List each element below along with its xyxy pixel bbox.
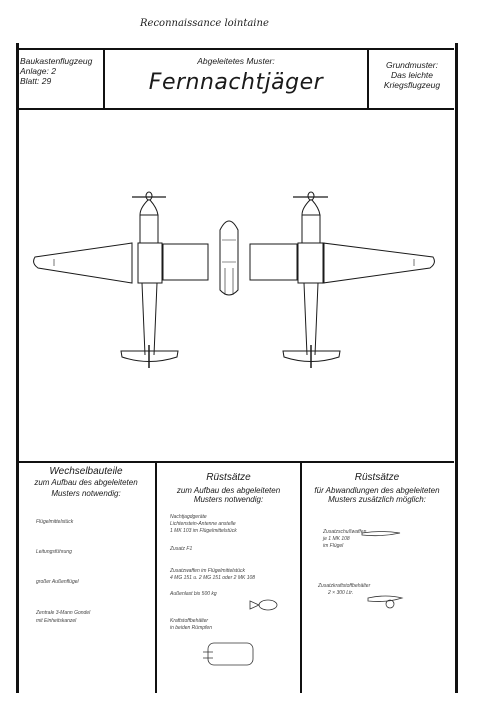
left-section-heading (16, 466, 156, 499)
middle-section-sub (157, 486, 300, 504)
middle-item-8: Kraftstoffbehälter (170, 618, 209, 624)
attachment-no: Anlage: 2 (20, 66, 56, 76)
left-heading-line1: Wechselbauteile (49, 466, 123, 477)
derived-pattern-label: Abgeleitetes Muster: (197, 56, 275, 66)
middle-item-3: 1 MK 103 im Flügelmittelstück (170, 528, 237, 534)
middle-items-block-2 (170, 568, 298, 582)
middle-section-heading: Rüstsätze (206, 472, 251, 483)
middle-item-4: Zusatz F1 (170, 546, 193, 552)
right-sub-line1: für Abwandlungen des abgeleiteten (314, 486, 440, 495)
base-pattern-line1: Das leichte (390, 70, 434, 80)
left-item-3: großer Außenflügel (36, 579, 79, 585)
left-item-1: Flügelmittelstück (36, 519, 74, 525)
page-title: Fernnachtjäger (148, 70, 324, 95)
right-items-block (323, 529, 383, 550)
right-sub-line2: Musters zusätzlich möglich: (328, 495, 426, 504)
middle-item-9: in beiden Rümpfen (170, 625, 212, 631)
middle-item-6: 4 MG 151 u. 2 MG 151 oder 2 MK 108 (170, 575, 256, 581)
right-item-3: im Flügel (323, 543, 344, 549)
left-item-5: mit Einheitskanzel (36, 618, 77, 624)
middle-sub-line2: Musters notwendig: (193, 495, 264, 504)
left-item-2: Leitungsführung (36, 549, 72, 555)
model-series: Baukastenflugzeug (20, 56, 93, 66)
base-pattern-line2: Kriegsflugzeug (383, 80, 441, 90)
right-item-1: Zusatzschußwaffen (323, 529, 367, 535)
left-item-4: Zentrale 3-Mann Gondel (36, 610, 91, 616)
middle-item-2: Lichtenstein-Antenne anstelle (170, 521, 236, 527)
right-section-sub (302, 486, 452, 504)
middle-items-block (170, 514, 298, 535)
handwritten-annotation: Reconnaissance lointaine (140, 18, 269, 29)
middle-item-5: Zusatzwaffen im Flügelmittelstück (170, 568, 246, 574)
sheet-no: Blatt: 29 (20, 76, 52, 86)
right-item-5: 2 × 300 Ltr. (328, 590, 354, 596)
right-item-4: Zusatzkraftstoffbehälter (318, 583, 371, 589)
left-heading-line3: Musters notwendig: (51, 489, 121, 498)
middle-item-1: Nachtjagdgeräte (170, 514, 207, 520)
middle-sub-line1: zum Aufbau des abgeleiteten (176, 486, 281, 495)
right-section-heading: Rüstsätze (354, 472, 400, 483)
middle-item-7: Außenlast bis 500 kg (170, 591, 217, 597)
left-heading-line2: zum Aufbau des abgeleiteten (34, 478, 138, 487)
middle-items-block-3 (170, 618, 298, 632)
right-item-2: je 1 MK 108 (323, 536, 350, 542)
right-items-block-2 (318, 583, 398, 597)
base-pattern-label: Grundmuster: (386, 60, 438, 70)
